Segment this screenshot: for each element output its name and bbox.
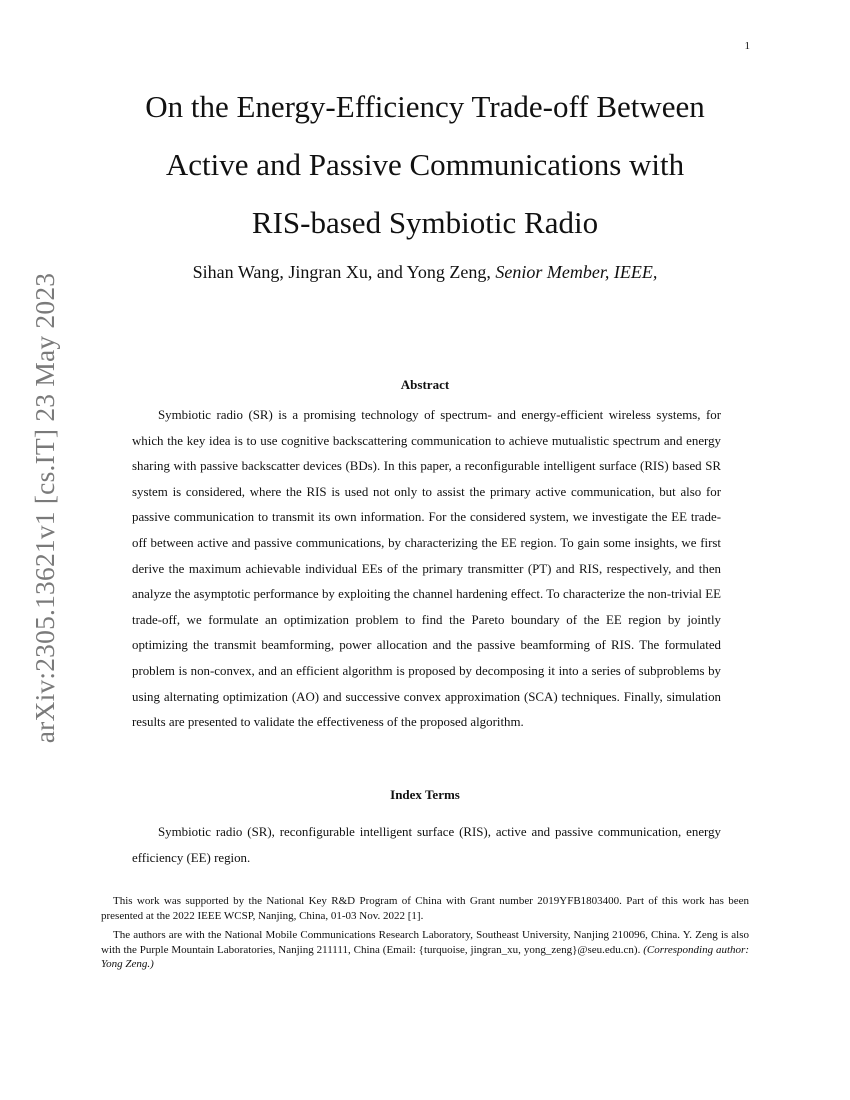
index-terms-text: Symbiotic radio (SR), reconfigurable intelligent surface (RIS), active and passive communication, energy efficiency (EE) region.	[132, 825, 721, 865]
title-line: RIS-based Symbiotic Radio	[251, 205, 599, 240]
affiliation-footnote	[101, 928, 749, 972]
index-terms-heading: Index Terms	[390, 787, 460, 802]
arxiv-identifier	[30, 268, 60, 748]
funding-footnote: This work was supported by the National Key R&D Program of China with Grant number 2019YFB1803400. Part of this work has been presented at the 2022 IEEE WCSP, Nanjing, China, 01-03 Nov. 2022 [1].	[101, 895, 749, 922]
author-membership: Senior Member, IEEE,	[495, 262, 658, 282]
abstract-text: Symbiotic radio (SR) is a promising technology of spectrum- and energy-efficient wireless systems, for which the key idea is to use cognitive backscattering communication to achieve mutualistic spectrum and energy sharing with passive backscatter devices (BDs). In this paper, a reconfigurable intelligent surface (RIS) based SR system is considered, where the RIS is used not only to assist the primary active communication, but also for passive communication to transmit its own information. For the considered system, we investigate the EE trade-off between active and passive communications, by characterizing the EE region. To gain some insights, we first derive the maximum achievable individual EEs of the primary transmitter (PT) and RIS, respectively, and then analyze the asymptotic performance by exploiting the channel hardening effect. To characterize the non-trivial EE trade-off, we formulate an optimization problem to find the Pareto boundary of the EE region by jointly optimizing the transmit beamforming, power allocation and the passive beamforming of RIS. The formulated problem is non-convex, and an efficient algorithm is proposed by decomposing it into a series of subproblems by using alternating optimization (AO) and successive convex approximation (SCA) techniques. Finally, simulation results are presented to validate the effectiveness of the proposed algorithm.	[132, 408, 721, 730]
author-names: Sihan Wang, Jingran Xu, and Yong Zeng,	[192, 262, 491, 282]
paper-title	[0, 78, 850, 252]
page-number: 1	[744, 40, 750, 52]
title-line: On the Energy-Efficiency Trade-off Between	[145, 89, 705, 124]
arxiv-identifier-text: arXiv:2305.13621v1 [cs.IT] 23 May 2023	[29, 272, 61, 744]
abstract-heading: Abstract	[400, 377, 450, 392]
affiliation-text: The authors are with the National Mobile Communications Research Laboratory, Southeast University, Nanjing 210096, China. Y. Zeng is also with the Purple Mountain Laboratories, Nanjing 211111, China (Email: {turquoise, jingran_xu, yong_zeng}@seu.edu.cn).	[101, 929, 749, 956]
title-line: Active and Passive Communications with	[165, 147, 685, 182]
author-line	[0, 262, 850, 283]
corresponding-author-note: (Corresponding author: Yong Zeng.)	[101, 943, 749, 970]
